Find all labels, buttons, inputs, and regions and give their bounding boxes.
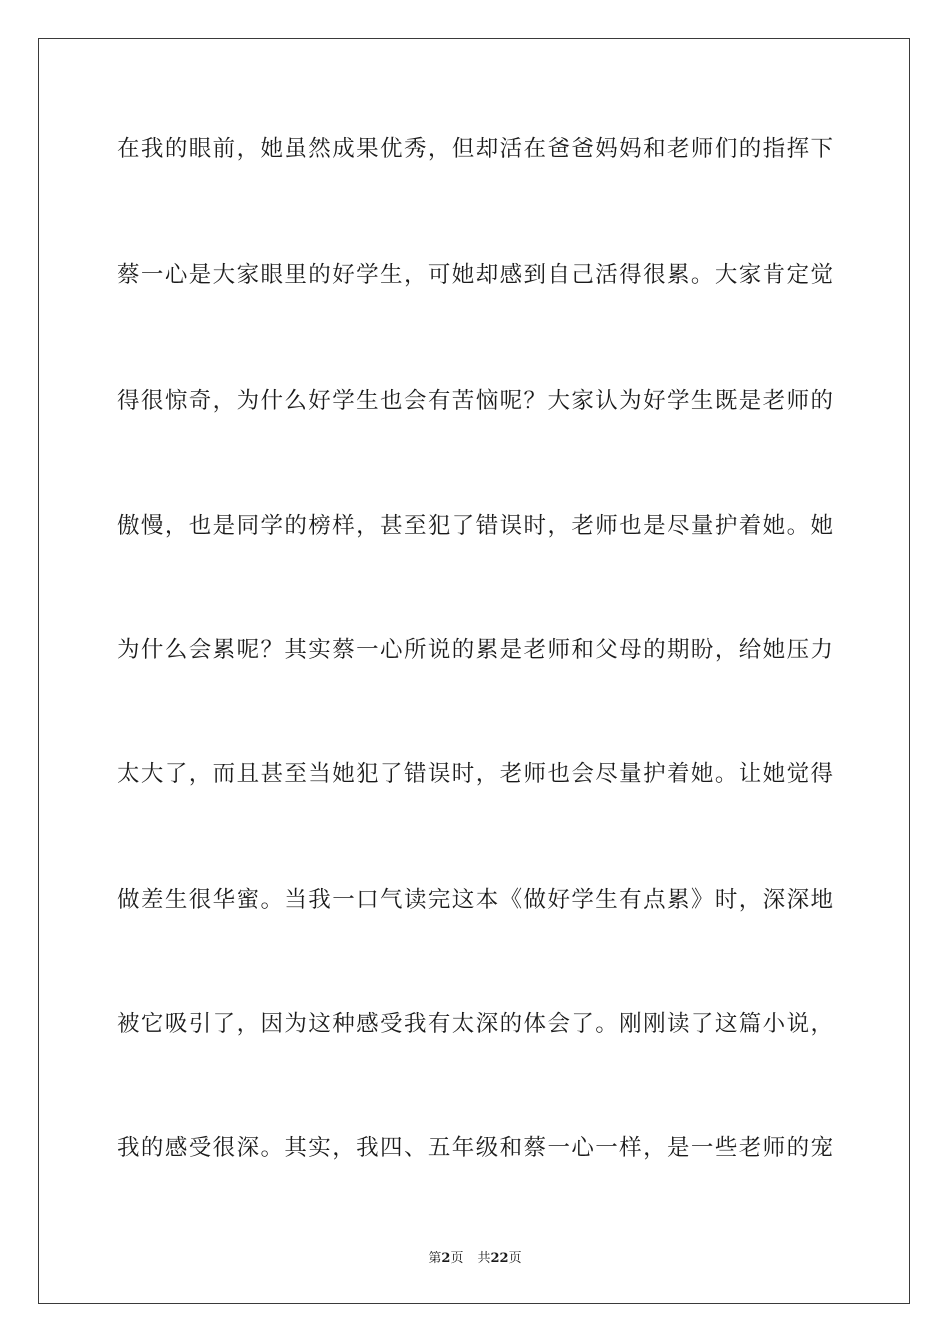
current-page-number: 2 — [441, 1251, 451, 1266]
text-line: 被它吸引了，因为这种感受我有太深的体会了。刚刚读了这篇小说， — [117, 1011, 833, 1037]
total-page-number: 22 — [490, 1251, 509, 1266]
text-line: 做差生很华蜜。当我一口气读完这本《做好学生有点累》时，深深地 — [117, 887, 833, 913]
text-line: 傲慢，也是同学的榜样，甚至犯了错误时，老师也是尽量护着她。她 — [117, 513, 833, 539]
text-line: 蔡一心是大家眼里的好学生，可她却感到自己活得很累。大家肯定觉 — [117, 262, 833, 288]
text-line: 在我的眼前，她虽然成果优秀，但却活在爸爸妈妈和老师们的指挥下 — [117, 136, 833, 162]
total-suffix: 页 — [508, 1251, 522, 1266]
page-number-footer — [0, 1247, 950, 1266]
page-border — [38, 38, 910, 1304]
page-suffix: 页 — [450, 1251, 464, 1266]
total-prefix: 共 — [477, 1251, 491, 1266]
text-line: 太大了，而且甚至当她犯了错误时，老师也会尽量护着她。让她觉得 — [117, 761, 833, 787]
text-line: 我的感受很深。其实，我四、五年级和蔡一心一样，是一些老师的宠 — [117, 1135, 833, 1161]
text-line: 得很惊奇，为什么好学生也会有苦恼呢？大家认为好学生既是老师的 — [117, 388, 833, 414]
page-prefix: 第 — [428, 1251, 442, 1266]
text-line: 为什么会累呢？其实蔡一心所说的累是老师和父母的期盼，给她压力 — [117, 637, 833, 663]
